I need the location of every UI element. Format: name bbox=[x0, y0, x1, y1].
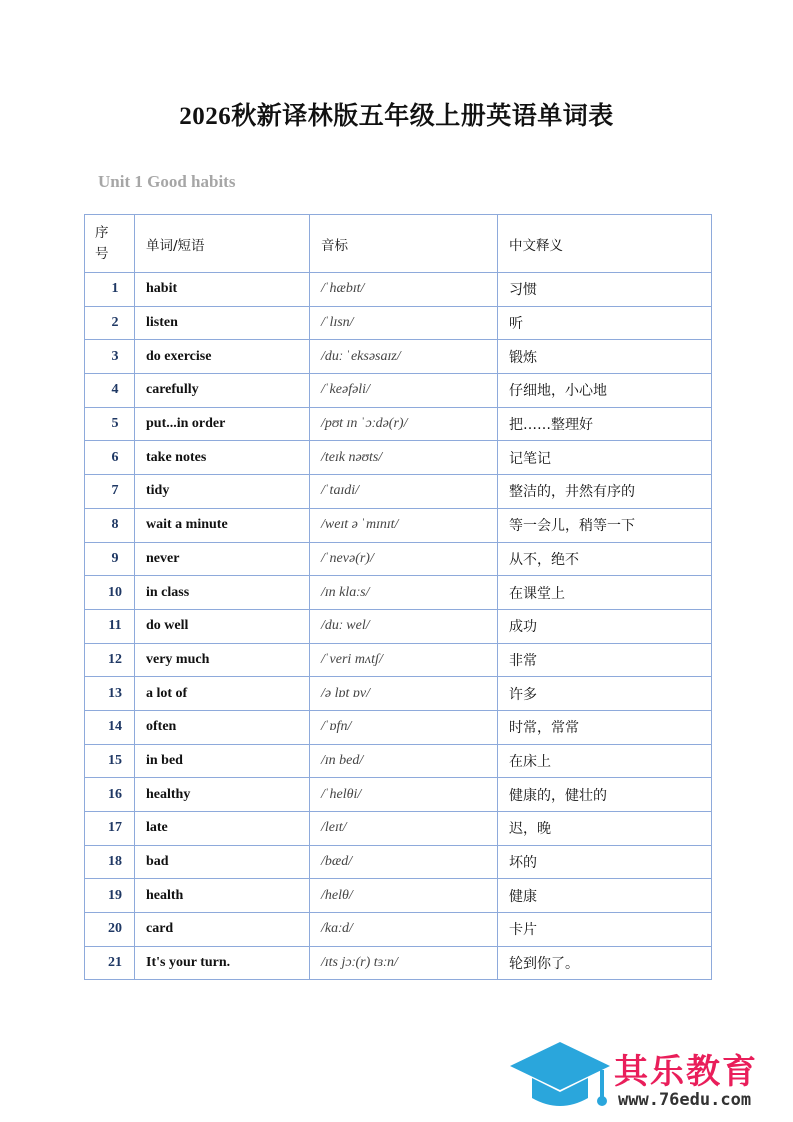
header-index-line-1: 序 bbox=[95, 224, 109, 241]
row-phonetic: /ɪn bed/ bbox=[310, 744, 498, 778]
table-row bbox=[85, 441, 712, 475]
row-word: do well bbox=[135, 609, 310, 643]
table-row bbox=[85, 508, 712, 542]
table-row bbox=[85, 677, 712, 711]
row-word: never bbox=[135, 542, 310, 576]
table-row bbox=[85, 879, 712, 913]
row-index: 11 bbox=[85, 609, 135, 643]
watermark-logo bbox=[510, 1040, 790, 1115]
row-phonetic: /bæd/ bbox=[310, 845, 498, 879]
row-meaning: 迟，晚 bbox=[498, 812, 712, 846]
row-meaning: 仔细地，小心地 bbox=[498, 374, 712, 408]
table-row bbox=[85, 946, 712, 980]
row-meaning: 在课堂上 bbox=[498, 576, 712, 610]
row-word: in bed bbox=[135, 744, 310, 778]
row-index: 15 bbox=[85, 744, 135, 778]
row-phonetic: /ɪts jɔː(r) tɜːn/ bbox=[310, 946, 498, 980]
row-meaning: 非常 bbox=[498, 643, 712, 677]
watermark-name: 其乐教育 bbox=[614, 1052, 758, 1092]
row-word: a lot of bbox=[135, 677, 310, 711]
table-row bbox=[85, 643, 712, 677]
row-phonetic: /duː ˈeksəsaɪz/ bbox=[310, 340, 498, 374]
row-meaning: 健康 bbox=[498, 879, 712, 913]
table-row bbox=[85, 744, 712, 778]
table-row bbox=[85, 710, 712, 744]
table-row bbox=[85, 475, 712, 509]
table-row bbox=[85, 542, 712, 576]
row-index: 1 bbox=[85, 273, 135, 307]
header-meaning: 中文释义 bbox=[498, 215, 712, 273]
row-word: put...in order bbox=[135, 407, 310, 441]
row-phonetic: /helθ/ bbox=[310, 879, 498, 913]
row-index: 3 bbox=[85, 340, 135, 374]
table-row bbox=[85, 778, 712, 812]
graduation-cap-icon bbox=[510, 1040, 610, 1115]
row-word: often bbox=[135, 710, 310, 744]
header-word: 单词/短语 bbox=[135, 215, 310, 273]
row-meaning: 坏的 bbox=[498, 845, 712, 879]
table-row bbox=[85, 812, 712, 846]
row-phonetic: /pʊt ɪn ˈɔːdə(r)/ bbox=[310, 407, 498, 441]
row-index: 14 bbox=[85, 710, 135, 744]
row-meaning: 在床上 bbox=[498, 744, 712, 778]
table-row bbox=[85, 609, 712, 643]
row-index: 7 bbox=[85, 475, 135, 509]
row-word: tidy bbox=[135, 475, 310, 509]
row-phonetic: /teɪk nəʊts/ bbox=[310, 441, 498, 475]
row-phonetic: /leɪt/ bbox=[310, 812, 498, 846]
row-phonetic: /ˈhelθi/ bbox=[310, 778, 498, 812]
row-index: 21 bbox=[85, 946, 135, 980]
row-word: It's your turn. bbox=[135, 946, 310, 980]
row-phonetic: /ɪn klɑːs/ bbox=[310, 576, 498, 610]
row-word: wait a minute bbox=[135, 508, 310, 542]
row-phonetic: /weɪt ə ˈmɪnɪt/ bbox=[310, 508, 498, 542]
row-index: 19 bbox=[85, 879, 135, 913]
row-meaning: 记笔记 bbox=[498, 441, 712, 475]
row-meaning: 轮到你了。 bbox=[498, 946, 712, 980]
row-index: 6 bbox=[85, 441, 135, 475]
row-index: 8 bbox=[85, 508, 135, 542]
row-index: 12 bbox=[85, 643, 135, 677]
row-phonetic: /ˈnevə(r)/ bbox=[310, 542, 498, 576]
row-index: 20 bbox=[85, 913, 135, 947]
row-word: habit bbox=[135, 273, 310, 307]
table-row bbox=[85, 374, 712, 408]
table-header-row bbox=[85, 215, 712, 273]
row-meaning: 从不，绝不 bbox=[498, 542, 712, 576]
row-phonetic: /ˈkeəfəli/ bbox=[310, 374, 498, 408]
row-word: do exercise bbox=[135, 340, 310, 374]
row-meaning: 整洁的，井然有序的 bbox=[498, 475, 712, 509]
row-word: late bbox=[135, 812, 310, 846]
row-index: 18 bbox=[85, 845, 135, 879]
table-row bbox=[85, 913, 712, 947]
table-row bbox=[85, 340, 712, 374]
row-word: health bbox=[135, 879, 310, 913]
row-word: listen bbox=[135, 306, 310, 340]
row-meaning: 习惯 bbox=[498, 273, 712, 307]
row-meaning: 锻炼 bbox=[498, 340, 712, 374]
row-meaning: 成功 bbox=[498, 609, 712, 643]
row-meaning: 健康的，健壮的 bbox=[498, 778, 712, 812]
row-meaning: 把……整理好 bbox=[498, 407, 712, 441]
row-index: 13 bbox=[85, 677, 135, 711]
watermark-url: www.76edu.com bbox=[618, 1090, 752, 1110]
header-phonetic: 音标 bbox=[310, 215, 498, 273]
unit-heading: Unit 1 Good habits bbox=[98, 172, 236, 191]
table-row bbox=[85, 845, 712, 879]
row-index: 4 bbox=[85, 374, 135, 408]
row-meaning: 许多 bbox=[498, 677, 712, 711]
row-word: carefully bbox=[135, 374, 310, 408]
page-title: 2026秋新译林版五年级上册英语单词表 bbox=[179, 103, 614, 130]
row-index: 9 bbox=[85, 542, 135, 576]
row-phonetic: /ə lɒt ɒv/ bbox=[310, 677, 498, 711]
row-index: 5 bbox=[85, 407, 135, 441]
row-index: 2 bbox=[85, 306, 135, 340]
row-index: 17 bbox=[85, 812, 135, 846]
table-row bbox=[85, 306, 712, 340]
header-index bbox=[85, 215, 135, 273]
row-word: healthy bbox=[135, 778, 310, 812]
table-row bbox=[85, 576, 712, 610]
vocabulary-table bbox=[84, 214, 712, 980]
row-meaning: 卡片 bbox=[498, 913, 712, 947]
row-meaning: 时常，常常 bbox=[498, 710, 712, 744]
row-word: take notes bbox=[135, 441, 310, 475]
row-phonetic: /duː wel/ bbox=[310, 609, 498, 643]
row-index: 16 bbox=[85, 778, 135, 812]
row-phonetic: /ˈveri mʌtʃ/ bbox=[310, 643, 498, 677]
row-phonetic: /kɑːd/ bbox=[310, 913, 498, 947]
table-row bbox=[85, 407, 712, 441]
row-word: card bbox=[135, 913, 310, 947]
row-meaning: 等一会儿，稍等一下 bbox=[498, 508, 712, 542]
row-index: 10 bbox=[85, 576, 135, 610]
row-phonetic: /ˈɒfn/ bbox=[310, 710, 498, 744]
row-meaning: 听 bbox=[498, 306, 712, 340]
table-row bbox=[85, 273, 712, 307]
row-phonetic: /ˈlɪsn/ bbox=[310, 306, 498, 340]
row-word: very much bbox=[135, 643, 310, 677]
row-word: in class bbox=[135, 576, 310, 610]
header-index-line-2: 号 bbox=[95, 245, 109, 262]
row-phonetic: /ˈtaɪdi/ bbox=[310, 475, 498, 509]
row-word: bad bbox=[135, 845, 310, 879]
row-phonetic: /ˈhæbɪt/ bbox=[310, 273, 498, 307]
